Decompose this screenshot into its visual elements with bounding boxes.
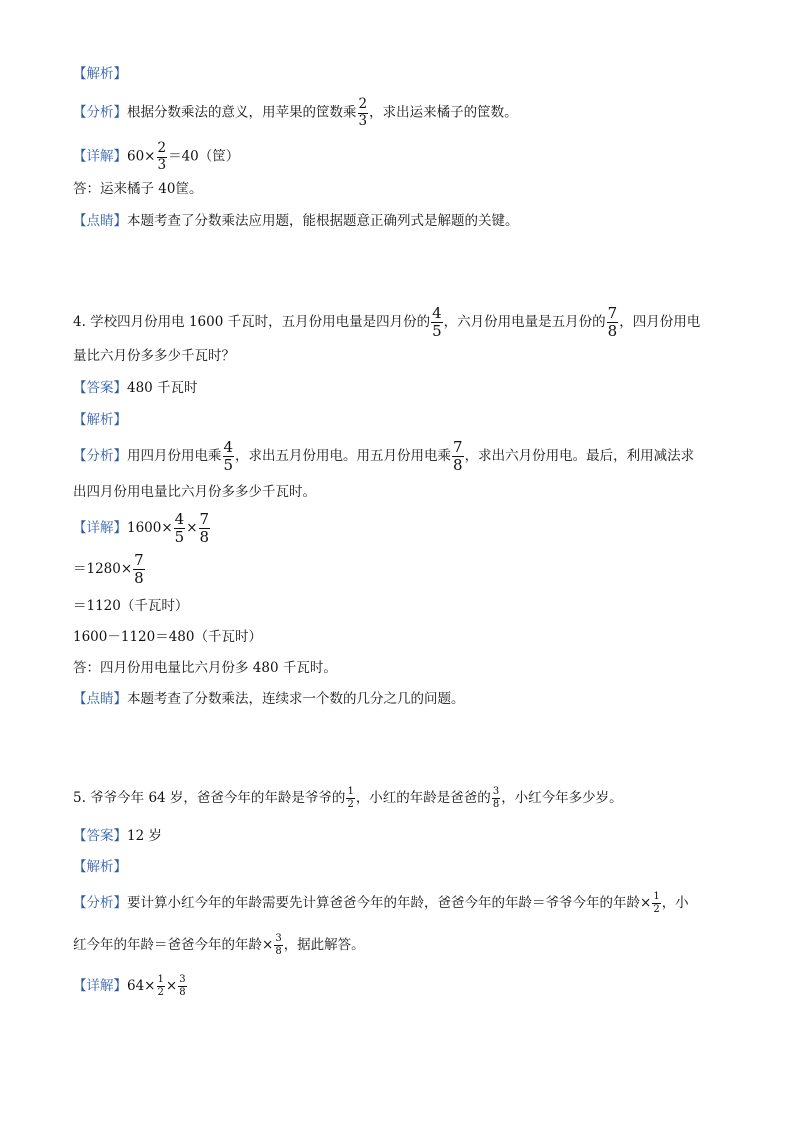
q4-step3: ＝1120（千瓦时） bbox=[73, 598, 189, 614]
q4-stem-line2: 量比六月份多多少千瓦时？ bbox=[73, 348, 235, 364]
q4-xiangjie-fraction-2: $\frac{7}{8}$ bbox=[199, 510, 210, 546]
q4-fenxi-line1: 【分析】用四月份用电乘 $\frac{4}{5}$ ，求出五月份用电。用五月份用电乘 $\frac{7}{8}$ ，求出六月份用电。最后，利用减法求 bbox=[73, 438, 695, 474]
q4-fenxi-fraction-1: $\frac{4}{5}$ bbox=[223, 438, 234, 474]
q4-step2-fraction: $\frac{7}{8}$ bbox=[134, 551, 144, 587]
q3-xiangjie-line: 【详解】60× $\frac{2}{3}$ ＝40（筐） bbox=[73, 140, 240, 173]
q3-fenxi-fraction: $\frac{2}{3}$ bbox=[358, 96, 368, 129]
q4-jiexi-heading: 【解析】 bbox=[73, 412, 127, 428]
q4-stem-fraction-1: $\frac{4}{5}$ bbox=[432, 304, 442, 340]
q5-xiangjie-fraction-1: $\frac{1}{2}$ bbox=[157, 974, 164, 998]
q3-xiangjie-tag: 【详解】 bbox=[73, 148, 127, 165]
q4-daan-line: 【答案】480 千瓦时 bbox=[73, 380, 198, 396]
q4-step4: 1600－1120＝480（千瓦时） bbox=[73, 629, 262, 645]
q5-daan-line: 【答案】12 岁 bbox=[73, 828, 162, 844]
q4-stem-line1: 4. 学校四月份用电 1600 千瓦时，五月份用电量是四月份的 $\frac{4}{5}$ ，六月份用电量是五月份的 $\frac{7}{8}$ ，四月份用电 bbox=[73, 304, 701, 340]
q3-jiexi-heading: 【解析】 bbox=[73, 66, 127, 82]
q4-answer: 答：四月份用电量比六月份多 480 千瓦时。 bbox=[73, 660, 337, 676]
q4-step2: ＝1280× $\frac{7}{8}$ bbox=[73, 551, 144, 587]
q5-stem-line: 5. 爷爷今年 64 岁，爸爸今年的年龄是爷爷的 $\frac{1}{2}$ ，小红的年龄是爸爸的 $\frac{3}{8}$ ，小红今年多少岁。 bbox=[73, 786, 623, 810]
q5-fenxi-fraction-2: $\frac{3}{8}$ bbox=[275, 933, 282, 957]
q4-fenxi-line2: 出四月份用电量比六月份多多少千瓦时。 bbox=[73, 484, 316, 500]
q5-stem-fraction-1: $\frac{1}{2}$ bbox=[347, 786, 354, 810]
q4-fenxi-fraction-2: $\frac{7}{8}$ bbox=[453, 438, 463, 474]
q5-jiexi-heading: 【解析】 bbox=[73, 859, 127, 875]
q5-xiangjie-line: 【详解】64× $\frac{1}{2}$ × $\frac{3}{8}$ bbox=[73, 974, 186, 998]
q3-dianjing-line: 【点睛】本题考查了分数乘法应用题，能根据题意正确列式是解题的关键。 bbox=[73, 213, 519, 229]
q4-dianjing-line: 【点睛】本题考查了分数乘法，连续求一个数的几分之几的问题。 bbox=[73, 691, 465, 707]
q3-xiangjie-fraction: $\frac{2}{3}$ bbox=[157, 140, 167, 173]
q5-fenxi-line2: 红今年的年龄＝爸爸今年的年龄× $\frac{3}{8}$ ，据此解答。 bbox=[73, 933, 365, 957]
q3-fenxi-line: 【分析】根据分数乘法的意义，用苹果的筐数乘 $\frac{2}{3}$ ，求出运来橘子的筐数。 bbox=[73, 96, 518, 129]
q4-xiangjie-fraction-1: $\frac{4}{5}$ bbox=[174, 510, 185, 546]
q3-fenxi-tag: 【分析】 bbox=[73, 104, 127, 121]
q5-fenxi-fraction-1: $\frac{1}{2}$ bbox=[653, 891, 660, 915]
q4-stem-fraction-2: $\frac{7}{8}$ bbox=[607, 304, 618, 340]
q4-xiangjie-line: 【详解】1600× $\frac{4}{5}$ × $\frac{7}{8}$ bbox=[73, 510, 210, 546]
q5-stem-fraction-2: $\frac{3}{8}$ bbox=[492, 786, 500, 810]
q3-answer: 答：运来橘子 40筐。 bbox=[73, 181, 203, 197]
q5-xiangjie-fraction-2: $\frac{3}{8}$ bbox=[179, 974, 186, 998]
q5-fenxi-line1: 【分析】要计算小红今年的年龄需要先计算爸爸今年的年龄，爸爸今年的年龄＝爷爷今年的年龄× $\frac{1}{2}$ ，小 bbox=[73, 891, 689, 915]
